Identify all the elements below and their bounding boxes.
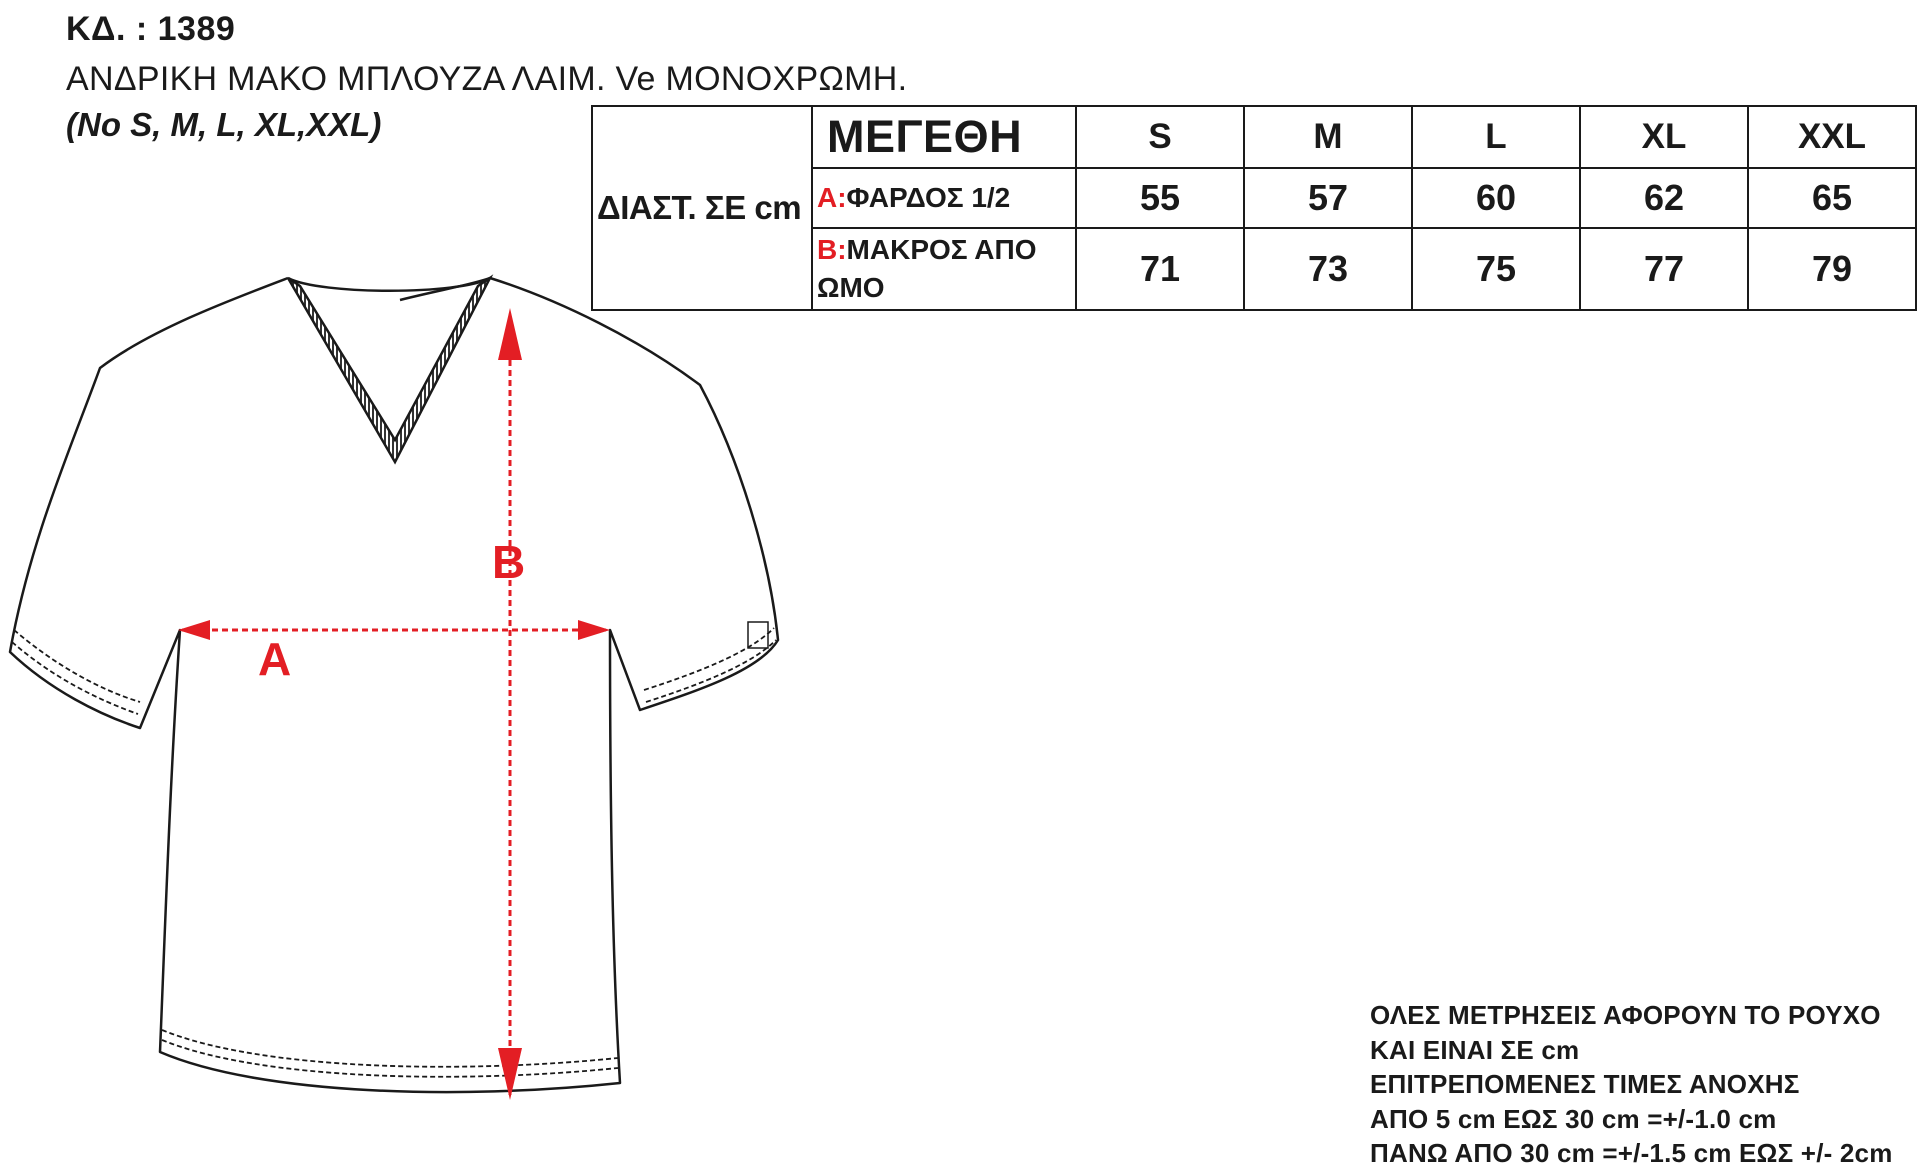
table-cell: 57 [1244, 168, 1412, 227]
tshirt-diagram [0, 260, 800, 1120]
hem-stitching [12, 628, 776, 1077]
tshirt-outline [10, 278, 778, 1092]
collar-rib [288, 278, 490, 462]
table-cell: 71 [1076, 228, 1244, 310]
size-column-header: L [1412, 106, 1580, 168]
arrow-right-icon [578, 620, 610, 640]
size-column-header: XXL [1748, 106, 1916, 168]
sleeve-label [748, 622, 768, 648]
note-line: ΚΑΙ ΕΙΝΑΙ ΣΕ cm [1370, 1034, 1580, 1065]
table-cell: 65 [1748, 168, 1916, 227]
product-code: ΚΔ. : 1389 [66, 10, 236, 48]
table-cell: 73 [1244, 228, 1412, 310]
measurement-notes [1370, 998, 1893, 1171]
row-letter: A: [817, 181, 847, 213]
dimension-label-a: A [258, 633, 292, 685]
table-cell: 75 [1412, 228, 1580, 310]
available-sizes-note: (No S, M, L, XL,XXL) [66, 106, 382, 143]
dimension-label-b: B [492, 536, 526, 588]
product-description: ΑΝΔΡΙΚΗ ΜΑΚΟ ΜΠΛΟΥΖΑ ΛΑΙΜ. Ve ΜΟΝΟΧΡΩΜΗ. [66, 60, 908, 98]
note-line: ΟΛΕΣ ΜΕΤΡΗΣΕΙΣ ΑΦΟΡΟΥΝ ΤΟ ΡΟΥΧΟ [1370, 1000, 1881, 1030]
size-column-header: XL [1580, 106, 1748, 168]
note-line: ΠΑΝΩ ΑΠΟ 30 cm =+/-1.5 cm ΕΩΣ +/- 2cm [1370, 1138, 1893, 1168]
table-cell: 77 [1580, 228, 1748, 310]
row-label-text: ΜΑΚΡΟΣ ΑΠΟ ΩΜΟ [817, 233, 1037, 303]
arrow-left-icon [178, 620, 210, 640]
row-label-length [812, 228, 1076, 310]
row-label-text: ΦΑΡΔΟΣ 1/2 [846, 181, 1011, 213]
note-line: ΑΠΟ 5 cm ΕΩΣ 30 cm =+/-1.0 cm [1370, 1103, 1777, 1134]
table-cell: 62 [1580, 168, 1748, 227]
dimensions-label: ΔΙΑΣΤ. ΣΕ cm [592, 106, 812, 310]
arrow-up-icon [498, 308, 522, 360]
size-header-row [592, 106, 1916, 168]
measurement-arrows [178, 308, 610, 1100]
size-column-header: M [1244, 106, 1412, 168]
table-cell: 60 [1412, 168, 1580, 227]
sizes-header-label: ΜΕΓΕΘΗ [812, 106, 1076, 168]
row-label-width [812, 168, 1076, 227]
table-cell: 79 [1748, 228, 1916, 310]
row-letter: B: [817, 233, 847, 265]
table-cell: 55 [1076, 168, 1244, 227]
note-line: ΕΠΙΤΡΕΠΟΜΕΝΕΣ ΤΙΜΕΣ ΑΝΟΧΗΣ [1370, 1069, 1800, 1099]
size-column-header: S [1076, 106, 1244, 168]
